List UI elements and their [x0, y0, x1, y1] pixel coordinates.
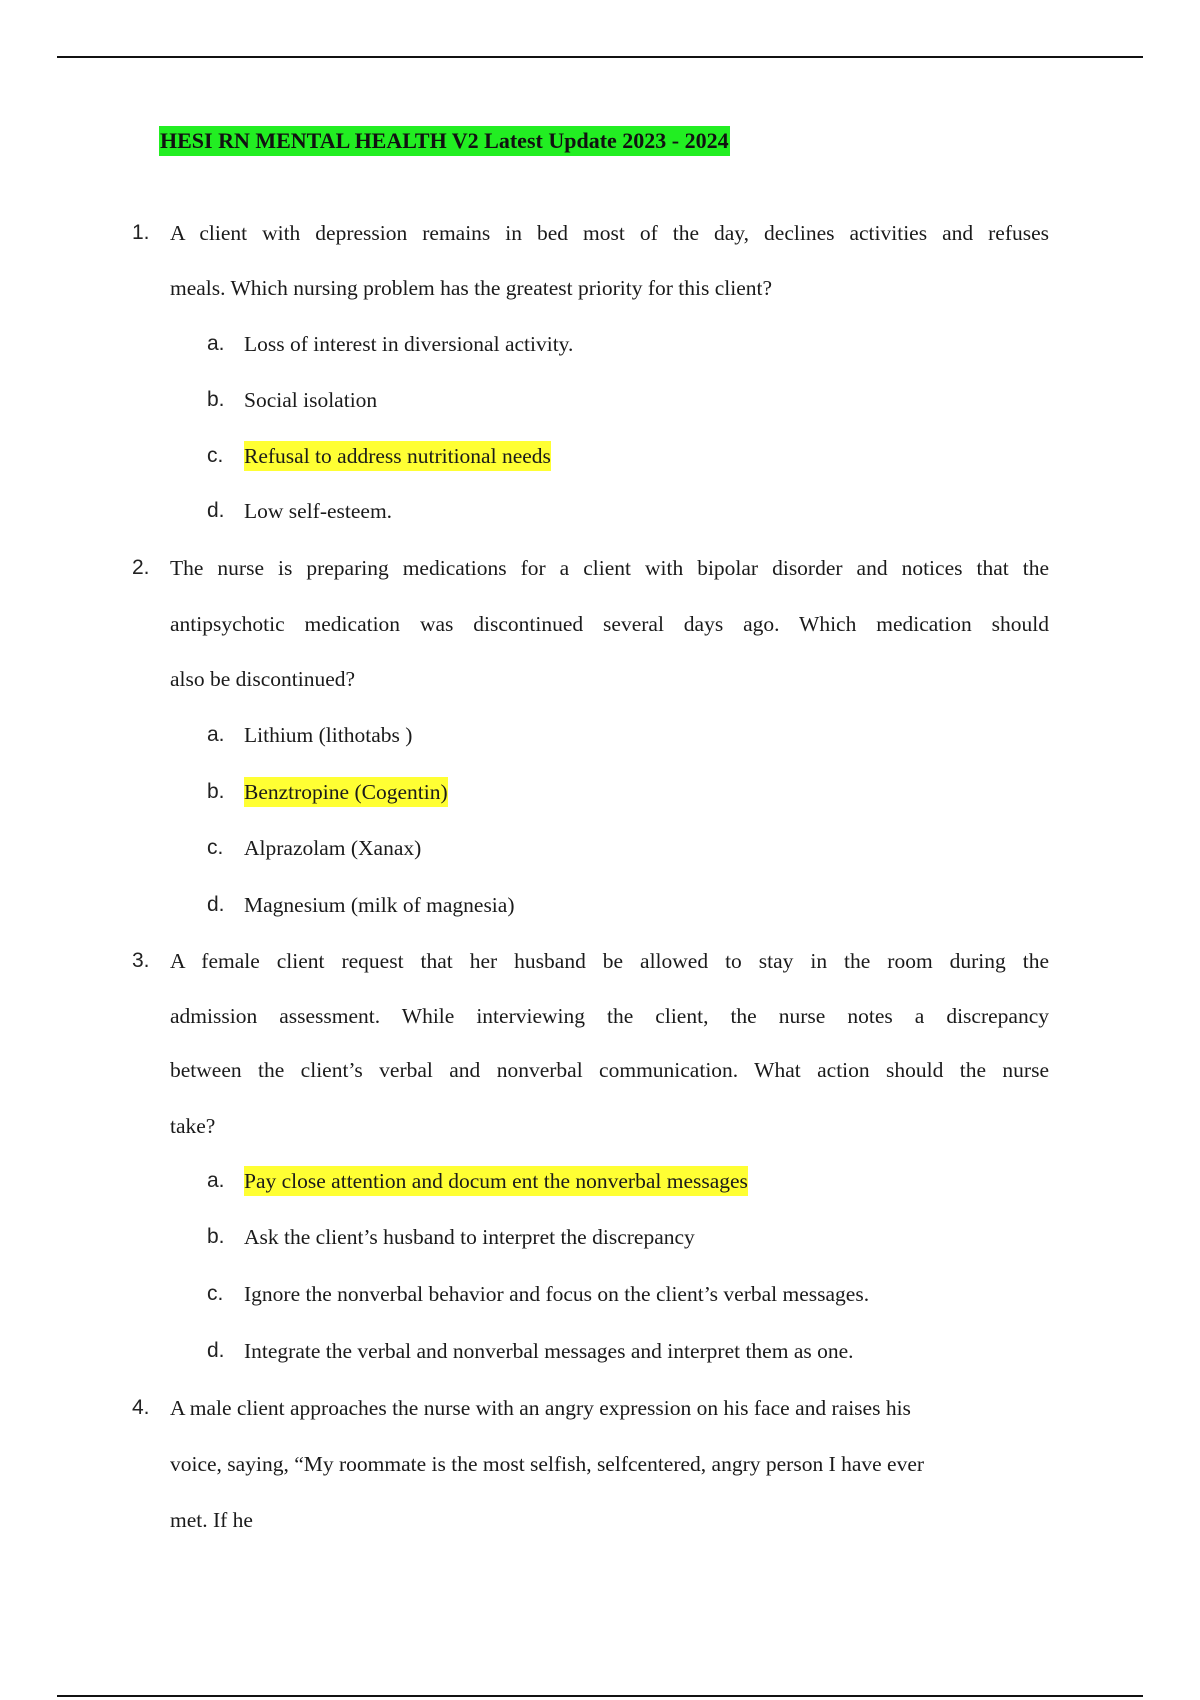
question-text-line: voice, saying, “My roommate is the most selfish, selfcentered, angry person I have ever [170, 1452, 925, 1476]
option-letter: c. [207, 444, 224, 467]
highlighted-answer: Pay close attention and docum ent the nonverbal messages [244, 1166, 748, 1196]
question-number: 2. [132, 556, 150, 579]
document-title: HESI RN MENTAL HEALTH V2 Latest Update 2023 - 2024 [159, 126, 730, 156]
question-text-line: antipsychotic medication was discontinued several days ago. Which medication should [170, 612, 1049, 636]
option-letter: a. [207, 723, 225, 746]
option-letter: c. [207, 1282, 224, 1305]
option-letter: b. [207, 780, 225, 803]
option-letter: b. [207, 1225, 225, 1248]
question-number: 3. [132, 949, 150, 972]
question-text-line: between the client’s verbal and nonverbal communication. What action should the nurse [170, 1058, 1049, 1082]
option-text: Low self-esteem. [244, 499, 393, 523]
option-text: Ignore the nonverbal behavior and focus on the client’s verbal messages. [244, 1282, 870, 1306]
question-text-line: A female client request that her husband be allowed to stay in the room during the [170, 949, 1049, 973]
highlighted-answer: Refusal to address nutritional needs [244, 441, 551, 471]
option-text: Social isolation [244, 388, 378, 412]
option-letter: b. [207, 388, 225, 411]
option-letter: d. [207, 893, 225, 916]
top-rule [57, 56, 1143, 58]
option-letter: a. [207, 1169, 225, 1192]
question-text-line: also be discontinued? [170, 667, 356, 691]
question-number: 1. [132, 221, 150, 244]
option-text: Integrate the verbal and nonverbal messages and interpret them as one. [244, 1339, 854, 1363]
option-text: Alprazolam (Xanax) [244, 836, 422, 860]
question-text-line: The nurse is preparing medications for a client with bipolar disorder and notices that the [170, 556, 1049, 580]
option-text: Lithium (lithotabs ) [244, 723, 413, 747]
highlighted-answer: Benztropine (Cogentin) [244, 777, 448, 807]
option-letter: d. [207, 499, 225, 522]
option-letter: c. [207, 836, 224, 859]
option-text: Magnesium (milk of magnesia) [244, 893, 515, 917]
question-text-line: met. If he [170, 1508, 253, 1532]
option-letter: d. [207, 1339, 225, 1362]
question-text-line: A male client approaches the nurse with an angry expression on his face and raises his [170, 1396, 911, 1420]
option-letter: a. [207, 332, 225, 355]
bottom-rule [57, 1695, 1143, 1697]
question-text-line: admission assessment. While interviewing the client, the nurse notes a discrepancy [170, 1004, 1049, 1028]
question-text-line: A client with depression remains in bed most of the day, declines activities and refuses [170, 221, 1049, 245]
option-text: Loss of interest in diversional activity. [244, 332, 574, 356]
question-text-line: meals. Which nursing problem has the greatest priority for this client? [170, 276, 773, 300]
option-text: Ask the client’s husband to interpret the discrepancy [244, 1225, 695, 1249]
question-text-line: take? [170, 1114, 216, 1138]
question-number: 4. [132, 1396, 150, 1419]
